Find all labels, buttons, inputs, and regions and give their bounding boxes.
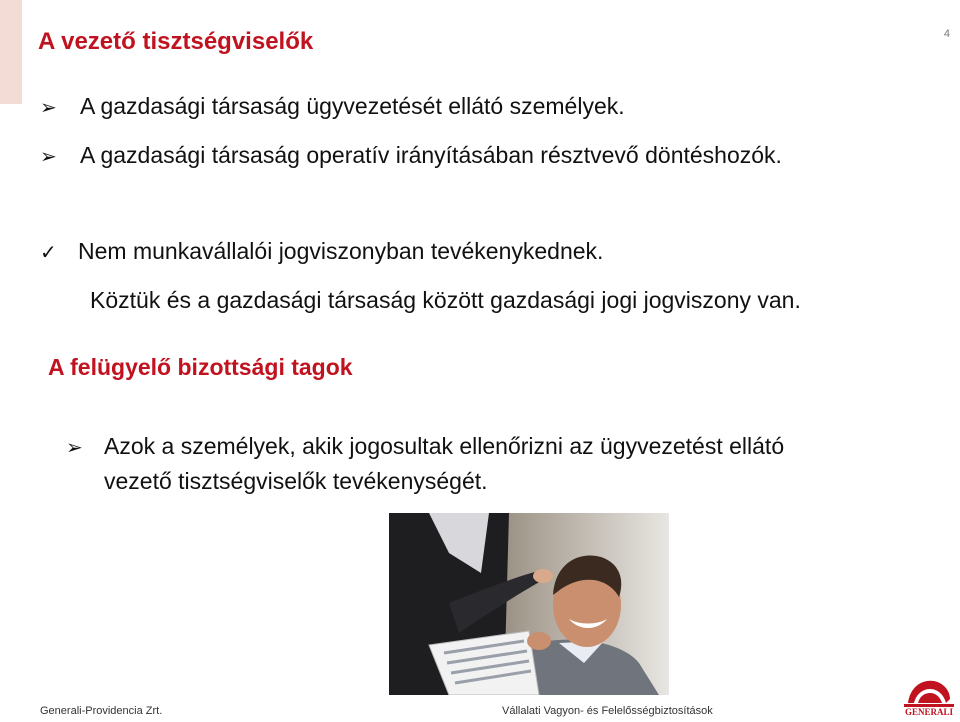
bullet-text: A gazdasági társaság ügyvezetését ellátó személyek. xyxy=(80,93,625,119)
check-text: Nem munkavállalói jogviszonyban tevékenykednek. xyxy=(78,238,604,264)
check-item xyxy=(40,238,603,267)
business-photo xyxy=(389,513,669,695)
generali-logo xyxy=(900,673,958,717)
arrow-bullet-icon: ➢ xyxy=(40,97,57,119)
lion-logo-icon xyxy=(900,673,958,717)
section-bullet-item xyxy=(66,433,784,462)
arrow-bullet-icon: ➢ xyxy=(66,437,83,459)
page-number: 4 xyxy=(943,28,950,40)
arrow-bullet-icon: ➢ xyxy=(40,146,57,168)
corner-accent-bar xyxy=(0,0,22,104)
section-bullet-text: Azok a személyek, akik jogosultak ellenőrizni az ügyvezetést ellátó xyxy=(104,433,785,459)
photo-illustration xyxy=(389,513,669,695)
section-bullet-continuation: vezető tisztségviselők tevékenységét. xyxy=(104,468,488,494)
bullet-item xyxy=(40,142,782,171)
section-title: A felügyelő bizottsági tagok xyxy=(48,354,353,380)
check-icon: ✓ xyxy=(40,242,57,264)
svg-text:GENERALI: GENERALI xyxy=(904,707,954,717)
page-title: A vezető tisztségviselők xyxy=(38,28,314,55)
bullet-text: A gazdasági társaság operatív irányításában résztvevő döntéshozók. xyxy=(80,142,782,168)
footer-company: Generali-Providencia Zrt. xyxy=(40,705,163,717)
check-continuation: Köztük és a gazdasági társaság között gazdasági jogi jogviszony van. xyxy=(90,287,801,313)
bullet-item xyxy=(40,93,625,122)
footer-department: Vállalati Vagyon- és Felelősségbiztosítások xyxy=(502,705,713,717)
